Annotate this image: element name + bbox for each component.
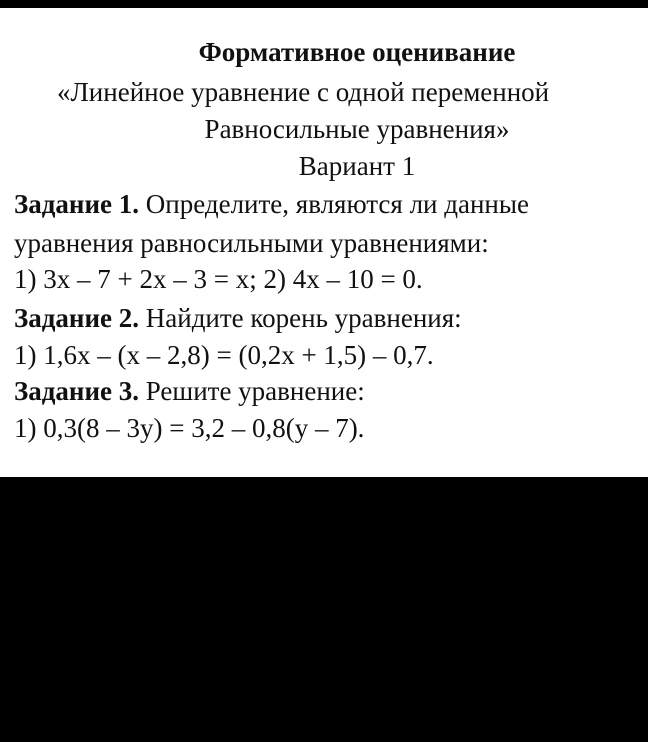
task-2-heading xyxy=(14,301,462,335)
task-1-heading xyxy=(14,187,529,221)
task-1-label: Задание 1. xyxy=(14,189,140,219)
task-3-label: Задание 3. xyxy=(14,376,140,406)
worksheet-title: Формативное оценивание xyxy=(198,37,516,67)
task-3-heading xyxy=(14,374,365,408)
topic-line-2: Равносильные уравнения» xyxy=(204,114,510,144)
bottom-black-area xyxy=(0,477,648,742)
task-3-equation: 1) 0,3(8 – 3y) = 3,2 – 0,8(y – 7). xyxy=(14,413,365,443)
task-1-text-line-1: Определите, являются ли данные xyxy=(139,189,529,219)
task-3-text: Решите уравнение: xyxy=(139,376,365,406)
task-2-label: Задание 2. xyxy=(14,303,140,333)
task-2-equation: 1) 1,6x – (x – 2,8) = (0,2x + 1,5) – 0,7. xyxy=(14,340,434,370)
top-black-bar xyxy=(0,0,648,8)
topic-line-1: «Линейное уравнение с одной переменной xyxy=(57,77,550,107)
task-2-text: Найдите корень уравнения: xyxy=(139,303,462,333)
worksheet xyxy=(0,8,648,477)
task-1-equations: 1) 3x – 7 + 2x – 3 = x; 2) 4x – 10 = 0. xyxy=(14,264,423,294)
variant-label: Вариант 1 xyxy=(298,151,416,181)
task-1-text-line-2: уравнения равносильными уравнениями: xyxy=(14,228,489,258)
